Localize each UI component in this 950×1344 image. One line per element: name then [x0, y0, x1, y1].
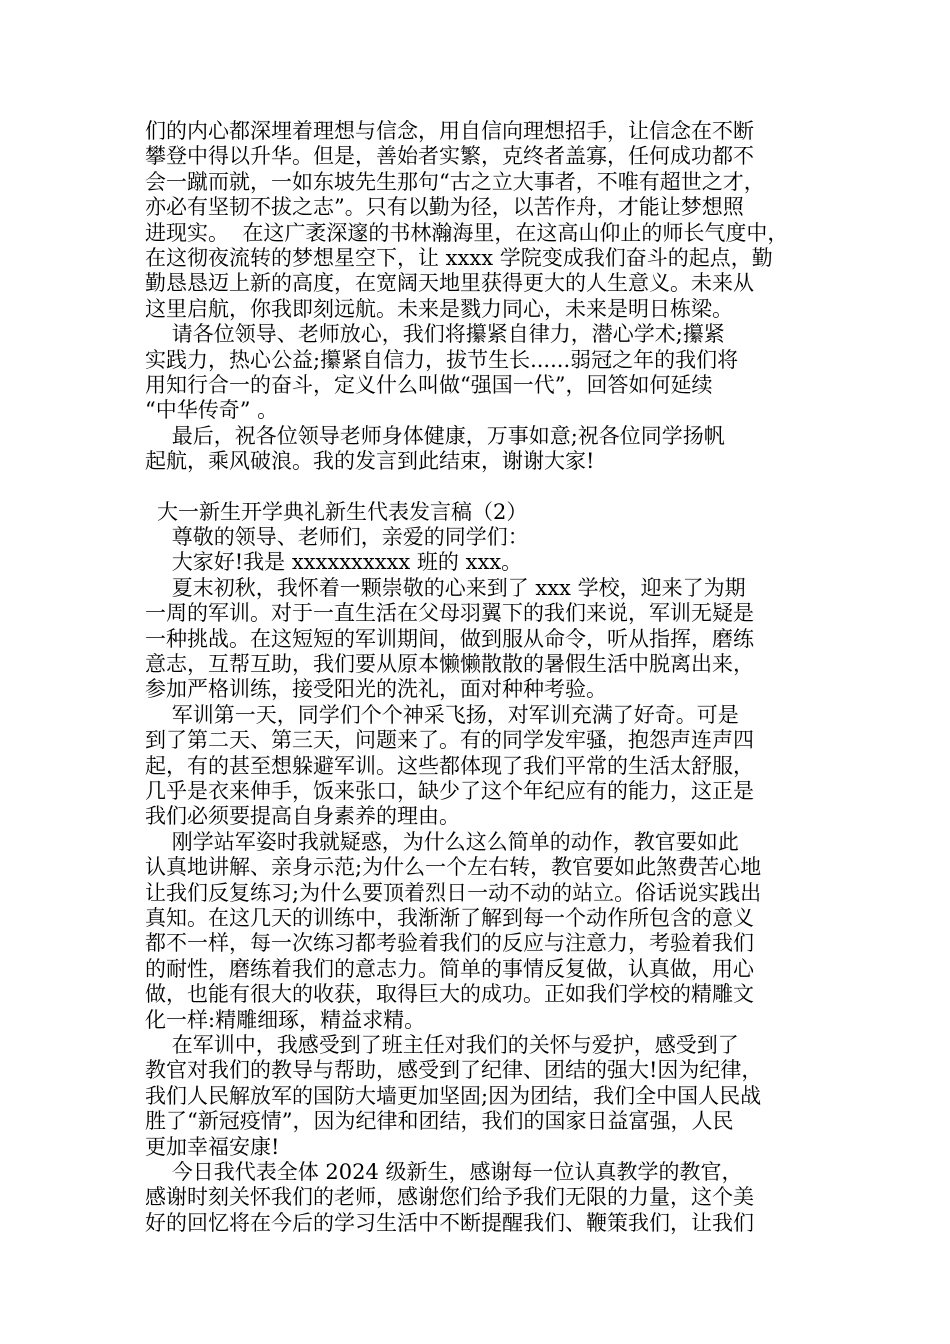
- paragraph-line: 感谢时刻关怀我们的老师，感谢您们给予我们无限的力量，这个美: [145, 1185, 754, 1209]
- paragraph-line: 在这彻夜流转的梦想星空下，让 xxxx 学院变成我们奋斗的起点，勤: [145, 246, 773, 270]
- paragraph-line: 们的内心都深埋着理想与信念，用自信向理想招手，让信念在不断: [145, 119, 754, 143]
- paragraph-line: 我们人民解放军的国防大墙更加坚固;因为团结，我们全中国人民战: [145, 1084, 762, 1108]
- paragraph-line: 好的回忆将在今后的学习生活中不断提醒我们、鞭策我们，让我们: [145, 1211, 754, 1235]
- paragraph-line: 胜了“新冠疫情”，因为纪律和团结，我们的国家日益富强，人民: [145, 1109, 734, 1133]
- paragraph-line: 化一样:精雕细琢，精益求精。: [145, 1008, 426, 1032]
- paragraph-line: 一周的军训。对于一直生活在父母羽翼下的我们来说，军训无疑是: [145, 601, 754, 625]
- paragraph-line: 一种挑战。在这短短的军训期间，做到服从命令，听从指挥，磨练: [145, 627, 754, 651]
- paragraph-line: 实践力，热心公益;攥紧自信力，拔节生长......弱冠之年的我们将: [145, 348, 739, 372]
- paragraph-line: 亦必有坚韧不拔之志”。只有以勤为径，以苦作舟，才能让梦想照: [145, 195, 744, 219]
- paragraph-line: 到了第二天、第三天，问题来了。有的同学发牢骚，抱怨声连声四: [145, 728, 754, 752]
- paragraph-line: 勤恳恳迈上新的高度，在宽阔天地里获得更大的人生意义。未来从: [145, 271, 754, 295]
- paragraph-line: 起航，乘风破浪。我的发言到此结束，谢谢大家!: [145, 449, 595, 473]
- paragraph-line: 意志，互帮互助，我们要从原本懒懒散散的暑假生活中脱离出来，: [145, 652, 754, 676]
- paragraph-line: 最后，祝各位领导老师身体健康，万事如意;祝各位同学扬帆: [145, 424, 725, 448]
- paragraph-line: 军训第一天，同学们个个神采飞扬，对军训充满了好奇。可是: [145, 703, 739, 727]
- paragraph-line: 参加严格训练，接受阳光的洗礼，面对种种考验。: [145, 677, 607, 701]
- paragraph-line: 攀登中得以升华。但是，善始者实繁，克终者盖寡，任何成功都不: [145, 144, 754, 168]
- paragraph-line: 大家好!我是 xxxxxxxxxx 班的 xxx。: [145, 550, 523, 574]
- paragraph-line: 请各位领导、老师放心，我们将攥紧自律力，潜心学术;攥紧: [145, 322, 725, 346]
- paragraph-line: 几乎是衣来伸手，饭来张口，缺少了这个年纪应有的能力，这正是: [145, 779, 754, 803]
- paragraph-line: 刚学站军姿时我就疑惑，为什么这么简单的动作，教官要如此: [145, 830, 739, 854]
- paragraph-line: 让我们反复练习;为什么要顶着烈日一动不动的站立。俗话说实践出: [145, 881, 762, 905]
- paragraph-line: 真知。在这几天的训练中，我渐渐了解到每一个动作所包含的意义: [145, 906, 754, 930]
- paragraph-line: 更加幸福安康!: [145, 1135, 280, 1159]
- paragraph-line: 的耐性，磨练着我们的意志力。简单的事情反复做，认真做，用心: [145, 957, 754, 981]
- paragraph-line: 教官对我们的教导与帮助，感受到了纪律、团结的强大!因为纪律，: [145, 1058, 763, 1082]
- paragraph-line: 认真地讲解、亲身示范;为什么一个左右转，教官要如此煞费苦心地: [145, 855, 762, 879]
- paragraph-line: 今日我代表全体 2024 级新生，感谢每一位认真教学的教官，: [145, 1160, 743, 1184]
- section-title: 大一新生开学典礼新生代表发言稿（2）: [157, 500, 528, 524]
- paragraph-line: 夏末初秋，我怀着一颗崇敬的心来到了 xxx 学校，迎来了为期: [145, 576, 746, 600]
- paragraph-line: “中华传奇” 。: [145, 398, 279, 422]
- paragraph-line: 进现实。 在这广袤深邃的书林瀚海里，在这高山仰止的师长气度中，: [145, 221, 789, 245]
- paragraph-line: 尊敬的领导、老师们，亲爱的同学们：: [145, 525, 529, 549]
- paragraph-line: 都不一样，每一次练习都考验着我们的反应与注意力，考验着我们: [145, 931, 754, 955]
- paragraph-line: 做，也能有很大的收获，取得巨大的成功。正如我们学校的精雕文: [145, 982, 754, 1006]
- paragraph-line: 起，有的甚至想躲避军训。这些都体现了我们平常的生活太舒服，: [145, 754, 754, 778]
- paragraph-line: 会一蹴而就，一如东坡先生那句“古之立大事者，不唯有超世之才，: [145, 170, 765, 194]
- paragraph-line: 我们必须要提高自身素养的理由。: [145, 804, 460, 828]
- paragraph-line: 用知行合一的奋斗，定义什么叫做“强国一代”，回答如何延续: [145, 373, 713, 397]
- paragraph-line: 这里启航，你我即刻远航。未来是戮力同心，未来是明日栋梁。: [145, 297, 733, 321]
- paragraph-line: 在军训中，我感受到了班主任对我们的关怀与爱护，感受到了: [145, 1033, 739, 1057]
